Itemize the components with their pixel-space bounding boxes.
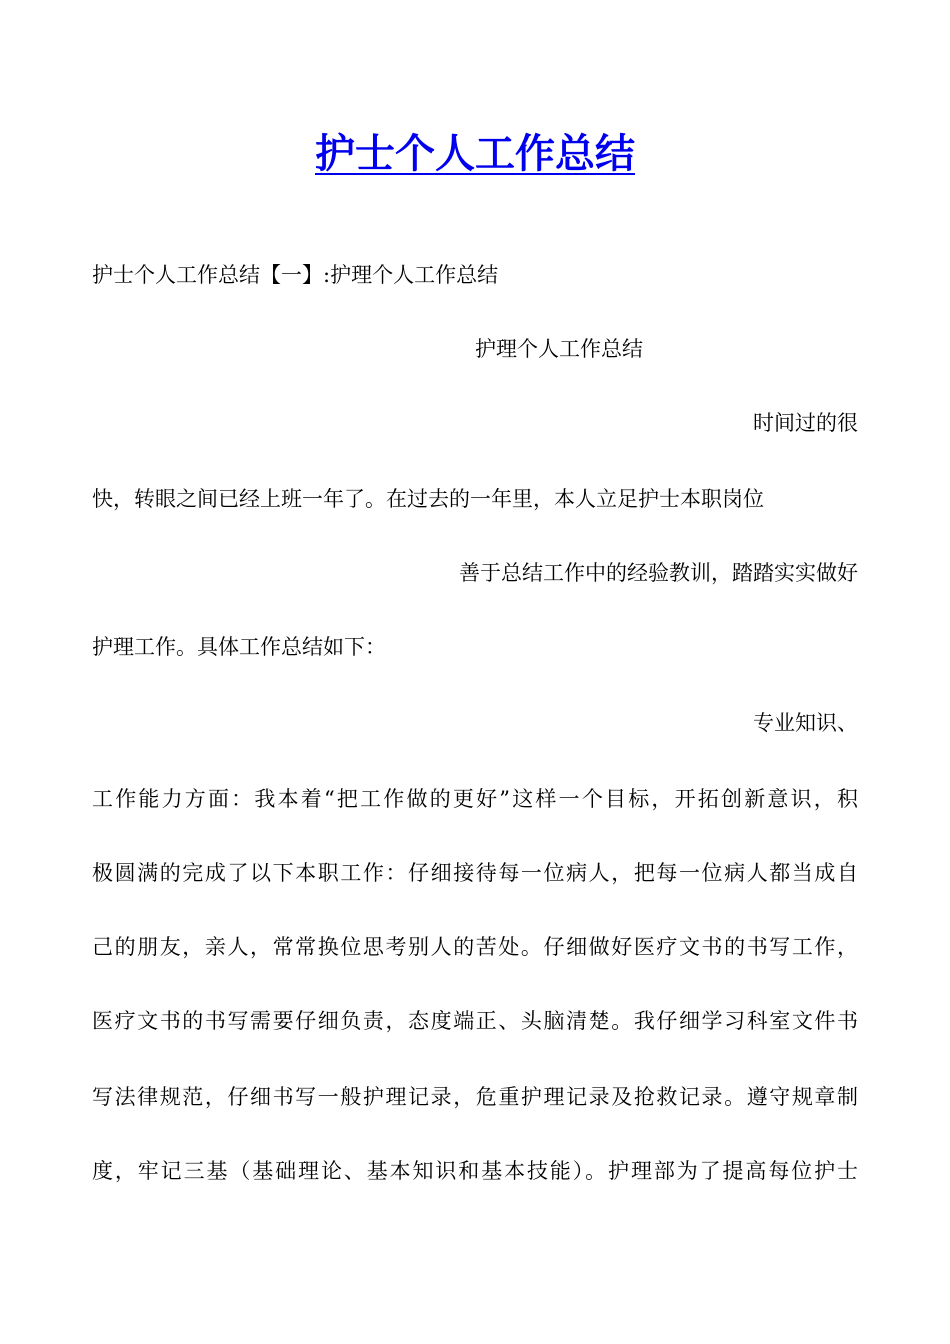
paragraph-line: 时间过的很 (753, 411, 858, 435)
section-heading: 护士个人工作总结【一】:护理个人工作总结 (92, 263, 499, 287)
paragraph-line: 医疗文书的书写需要仔细负责，态度端正、头脑清楚。我仔细学习科室文件书 (92, 1009, 858, 1033)
paragraph-line: 护理工作。具体工作总结如下： (92, 635, 386, 659)
paragraph-line: 极圆满的完成了以下本职工作：仔细接待每一位病人，把每一位病人都当成自 (92, 861, 858, 885)
paragraph-line: 写法律规范，仔细书写一般护理记录，危重护理记录及抢救记录。遵守规章制 (92, 1085, 858, 1109)
paragraph-line: 工作能力方面：我本着“把工作做的更好”这样一个目标，开拓创新意识，积 (92, 787, 858, 811)
paragraph-line: 度，牢记三基（基础理论、基本知识和基本技能）。护理部为了提高每位护士 (92, 1159, 858, 1183)
paragraph-line: 己的朋友，亲人，常常换位思考别人的苦处。仔细做好医疗文书的书写工作， (92, 935, 858, 959)
paragraph-line: 快，转眼之间已经上班一年了。在过去的一年里，本人立足护士本职岗位 (92, 487, 764, 511)
subheading: 护理个人工作总结 (475, 337, 643, 361)
paragraph-line: 善于总结工作中的经验教训，踏踏实实做好 (459, 561, 858, 585)
paragraph-line: 专业知识、 (753, 711, 858, 735)
document-title-link[interactable]: 护士个人工作总结 (315, 131, 635, 177)
